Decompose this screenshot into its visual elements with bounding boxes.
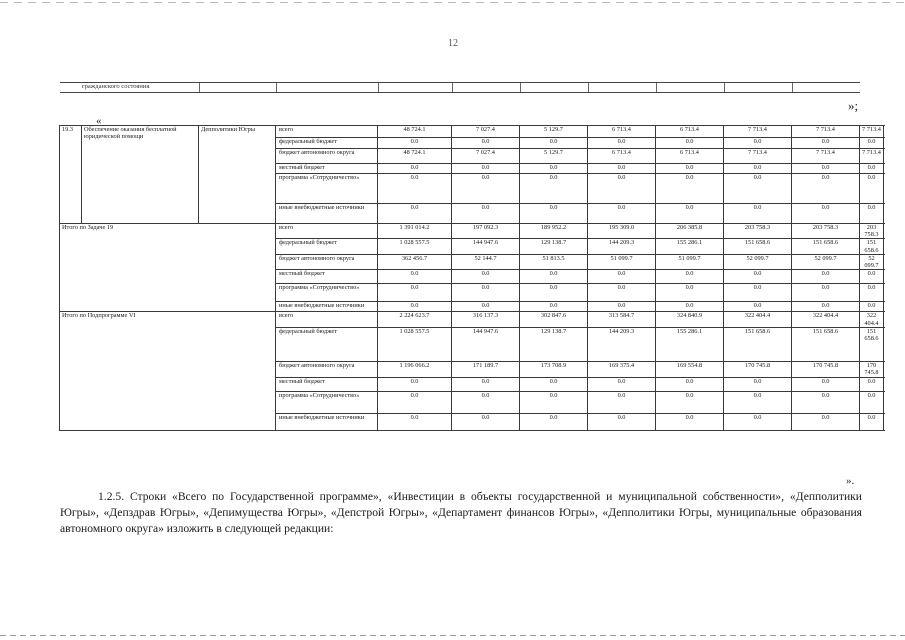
funding-source-cell: всего [276, 126, 378, 138]
amount-cell: 0.0 [792, 164, 860, 174]
table-row [60, 224, 884, 239]
amount-cell: 51 813.5 [520, 254, 588, 269]
amount-cell: 169 375.4 [588, 361, 656, 377]
amount-cell: 302 847.6 [520, 312, 588, 327]
amount-cell: 0.0 [452, 164, 520, 174]
amount-cell: 0.0 [656, 284, 724, 302]
amount-cell: 0.0 [724, 270, 792, 284]
amount-cell: 324 840.9 [656, 312, 724, 327]
amount-cell: 151 658.6 [724, 327, 792, 361]
amount-cell: 0.0 [588, 391, 656, 413]
amount-cell: 0.0 [378, 204, 452, 224]
amount-cell: 6 713.4 [588, 149, 656, 164]
amount-cell: 155 286.1 [656, 239, 724, 254]
funding-source-cell: федеральный бюджет [276, 239, 378, 254]
amount-cell: 203 758.3 [792, 224, 860, 239]
fragment-divider [452, 83, 453, 92]
amount-cell: 0.0 [378, 413, 452, 430]
amount-cell: 0.0 [724, 138, 792, 149]
amount-cell: 7 027.4 [452, 126, 520, 138]
table-row [60, 126, 884, 138]
amount-cell: 0.0 [860, 204, 884, 224]
amount-cell: 144 209.3 [588, 239, 656, 254]
closing-quote-top: »; [848, 98, 859, 113]
amount-cell: 0.0 [792, 391, 860, 413]
amount-cell: 0.0 [588, 284, 656, 302]
amount-cell: 0.0 [452, 413, 520, 430]
scan-edge-top [0, 2, 905, 3]
amount-cell: 151 658.6 [792, 239, 860, 254]
amount-cell: 0.0 [452, 174, 520, 204]
amount-cell: 322 404.4 [724, 312, 792, 327]
amount-cell: 0.0 [588, 164, 656, 174]
funding-source-cell: бюджет автономного округа [276, 254, 378, 269]
funding-source-cell: федеральный бюджет [276, 138, 378, 149]
amount-cell: 313 584.7 [588, 312, 656, 327]
amount-cell: 0.0 [656, 138, 724, 149]
funding-source-cell: иные внебюджетные источники [276, 302, 378, 312]
amount-cell: 0.0 [378, 302, 452, 312]
amount-cell: 1 391 014.2 [378, 224, 452, 239]
amount-cell: 170 745.8 [792, 361, 860, 377]
fragment-divider [656, 83, 657, 92]
scan-edge-bottom [0, 635, 905, 636]
table-row [60, 312, 884, 327]
amount-cell: 0.0 [520, 174, 588, 204]
funding-source-cell: всего [276, 312, 378, 327]
opening-quote: « [96, 115, 102, 127]
previous-table-fragment [60, 82, 860, 93]
amount-cell: 7 027.4 [452, 149, 520, 164]
amount-cell: 0.0 [860, 391, 884, 413]
amount-cell: 0.0 [588, 377, 656, 391]
amount-cell: 0.0 [378, 270, 452, 284]
amount-cell: 0.0 [656, 174, 724, 204]
amount-cell: 316 137.3 [452, 312, 520, 327]
amount-cell: 0.0 [520, 164, 588, 174]
budget-table [59, 125, 884, 431]
amount-cell: 129 138.7 [520, 327, 588, 361]
amount-cell: 7 713.4 [792, 126, 860, 138]
fragment-row-text: гражданского состояния [82, 83, 150, 90]
amount-cell: 0.0 [378, 391, 452, 413]
amount-cell: 0.0 [724, 391, 792, 413]
amount-cell: 0.0 [452, 138, 520, 149]
funding-source-cell: бюджет автономного округа [276, 361, 378, 377]
amount-cell: 151 658.6 [860, 239, 884, 254]
amount-cell: 0.0 [452, 377, 520, 391]
fragment-divider [276, 83, 277, 92]
amount-cell: 0.0 [588, 270, 656, 284]
amount-cell: 0.0 [656, 391, 724, 413]
amount-cell: 0.0 [520, 302, 588, 312]
amount-cell: 0.0 [724, 302, 792, 312]
amount-cell: 362 456.7 [378, 254, 452, 269]
fragment-divider [588, 83, 589, 92]
amount-cell: 0.0 [588, 174, 656, 204]
amount-cell: 7 713.4 [792, 149, 860, 164]
amount-cell: 0.0 [724, 164, 792, 174]
activity-name-cell: Обеспечение оказания бесплатной юридической помощи [82, 126, 199, 224]
funding-source-cell: программа «Сотрудничество» [276, 391, 378, 413]
amount-cell: 51 099.7 [656, 254, 724, 269]
amount-cell: 0.0 [520, 284, 588, 302]
total-label-cell: Итого по Подпрограмме VI [60, 312, 276, 430]
amount-cell: 195 309.0 [588, 224, 656, 239]
amount-cell: 52 099.7 [860, 254, 884, 269]
amount-cell: 170 745.8 [860, 361, 884, 377]
amount-cell: 170 745.8 [724, 361, 792, 377]
paragraph-text: 1.2.5. Строки «Всего по Государственной программе», «Инвестиции в объекты государственной и муниципальной собственности», «Депполитики Югры», «Депздрав Югры», «Депимущества Югры», «Депстрой Югры», «Департамент финансов Югры», «Депполитики Югры, муниципальные образования автономного округа» изложить в следующей редакции: [60, 490, 862, 535]
amount-cell: 203 758.3 [860, 224, 884, 239]
row-number-cell: 19.3 [60, 126, 82, 224]
amount-cell: 0.0 [588, 138, 656, 149]
amount-cell: 0.0 [724, 413, 792, 430]
amount-cell: 0.0 [378, 174, 452, 204]
amount-cell: 173 708.9 [520, 361, 588, 377]
amount-cell: 0.0 [792, 284, 860, 302]
amount-cell: 0.0 [588, 302, 656, 312]
amount-cell: 0.0 [792, 302, 860, 312]
amount-cell: 0.0 [520, 204, 588, 224]
funding-source-cell: местный бюджет [276, 377, 378, 391]
amount-cell: 5 129.7 [520, 126, 588, 138]
amount-cell: 0.0 [792, 138, 860, 149]
fragment-divider [792, 83, 793, 92]
closing-quote-bottom: ». [846, 475, 855, 487]
amendment-paragraph [60, 489, 862, 537]
amount-cell: 0.0 [656, 413, 724, 430]
amount-cell: 0.0 [378, 284, 452, 302]
amount-cell: 144 947.6 [452, 239, 520, 254]
funding-source-cell: местный бюджет [276, 270, 378, 284]
amount-cell: 322 404.4 [860, 312, 884, 327]
funding-source-cell: бюджет автономного округа [276, 149, 378, 164]
amount-cell: 0.0 [860, 138, 884, 149]
amount-cell: 144 209.3 [588, 327, 656, 361]
amount-cell: 0.0 [724, 204, 792, 224]
amount-cell: 171 189.7 [452, 361, 520, 377]
fragment-divider [378, 83, 379, 92]
amount-cell: 0.0 [860, 413, 884, 430]
amount-cell: 151 658.6 [792, 327, 860, 361]
amount-cell: 0.0 [724, 284, 792, 302]
amount-cell: 144 947.6 [452, 327, 520, 361]
funding-source-cell: всего [276, 224, 378, 239]
amount-cell: 169 554.8 [656, 361, 724, 377]
amount-cell: 0.0 [860, 284, 884, 302]
amount-cell: 0.0 [588, 413, 656, 430]
amount-cell: 0.0 [378, 138, 452, 149]
amount-cell: 0.0 [792, 413, 860, 430]
funding-source-cell: местный бюджет [276, 164, 378, 174]
amount-cell: 322 404.4 [792, 312, 860, 327]
amount-cell: 0.0 [520, 377, 588, 391]
amount-cell: 0.0 [378, 377, 452, 391]
amount-cell: 0.0 [588, 204, 656, 224]
amount-cell: 203 758.3 [724, 224, 792, 239]
amount-cell: 0.0 [452, 284, 520, 302]
executor-cell: Депполитики Югры [199, 126, 276, 224]
amount-cell: 0.0 [656, 204, 724, 224]
amount-cell: 0.0 [520, 391, 588, 413]
amount-cell: 0.0 [520, 138, 588, 149]
amount-cell: 0.0 [452, 204, 520, 224]
amount-cell: 0.0 [724, 174, 792, 204]
amount-cell: 0.0 [860, 164, 884, 174]
funding-source-cell: иные внебюджетные источники [276, 413, 378, 430]
amount-cell: 155 286.1 [656, 327, 724, 361]
amount-cell: 7 713.4 [724, 126, 792, 138]
amount-cell: 0.0 [378, 164, 452, 174]
amount-cell: 151 658.6 [860, 327, 884, 361]
amount-cell: 48 724.1 [378, 126, 452, 138]
amount-cell: 0.0 [452, 391, 520, 413]
fragment-divider [199, 83, 200, 92]
amount-cell: 6 713.4 [656, 149, 724, 164]
amount-cell: 0.0 [792, 377, 860, 391]
amount-cell: 0.0 [724, 377, 792, 391]
amount-cell: 0.0 [656, 377, 724, 391]
funding-source-cell: федеральный бюджет [276, 327, 378, 361]
amount-cell: 0.0 [860, 270, 884, 284]
amount-cell: 0.0 [860, 302, 884, 312]
amount-cell: 6 713.4 [588, 126, 656, 138]
total-label-cell: Итого по Задаче 19 [60, 224, 276, 312]
amount-cell: 0.0 [520, 270, 588, 284]
amount-cell: 0.0 [860, 174, 884, 204]
amount-cell: 51 099.7 [588, 254, 656, 269]
amount-cell: 189 952.2 [520, 224, 588, 239]
fragment-divider [724, 83, 725, 92]
amount-cell: 0.0 [656, 164, 724, 174]
funding-source-cell: программа «Сотрудничество» [276, 174, 378, 204]
amount-cell: 0.0 [656, 302, 724, 312]
funding-source-cell: иные внебюджетные источники [276, 204, 378, 224]
funding-source-cell: программа «Сотрудничество» [276, 284, 378, 302]
amount-cell: 2 224 623.7 [378, 312, 452, 327]
amount-cell: 206 385.8 [656, 224, 724, 239]
amount-cell: 0.0 [792, 270, 860, 284]
fragment-divider [520, 83, 521, 92]
amount-cell: 0.0 [792, 204, 860, 224]
amount-cell: 151 658.6 [724, 239, 792, 254]
amount-cell: 197 092.3 [452, 224, 520, 239]
amount-cell: 0.0 [792, 174, 860, 204]
amount-cell: 0.0 [452, 270, 520, 284]
amount-cell: 7 713.4 [860, 149, 884, 164]
amount-cell: 0.0 [656, 270, 724, 284]
amount-cell: 52 099.7 [792, 254, 860, 269]
amount-cell: 0.0 [860, 377, 884, 391]
amount-cell: 1 196 066.2 [378, 361, 452, 377]
amount-cell: 0.0 [452, 302, 520, 312]
amount-cell: 1 028 557.5 [378, 239, 452, 254]
amount-cell: 1 028 557.5 [378, 327, 452, 361]
amount-cell: 129 138.7 [520, 239, 588, 254]
amount-cell: 6 713.4 [656, 126, 724, 138]
amount-cell: 7 713.4 [860, 126, 884, 138]
amount-cell: 5 129.7 [520, 149, 588, 164]
amount-cell: 7 713.4 [724, 149, 792, 164]
amount-cell: 0.0 [520, 413, 588, 430]
amount-cell: 52 099.7 [724, 254, 792, 269]
amount-cell: 48 724.1 [378, 149, 452, 164]
amount-cell: 52 144.7 [452, 254, 520, 269]
page-number: 12 [448, 38, 458, 49]
